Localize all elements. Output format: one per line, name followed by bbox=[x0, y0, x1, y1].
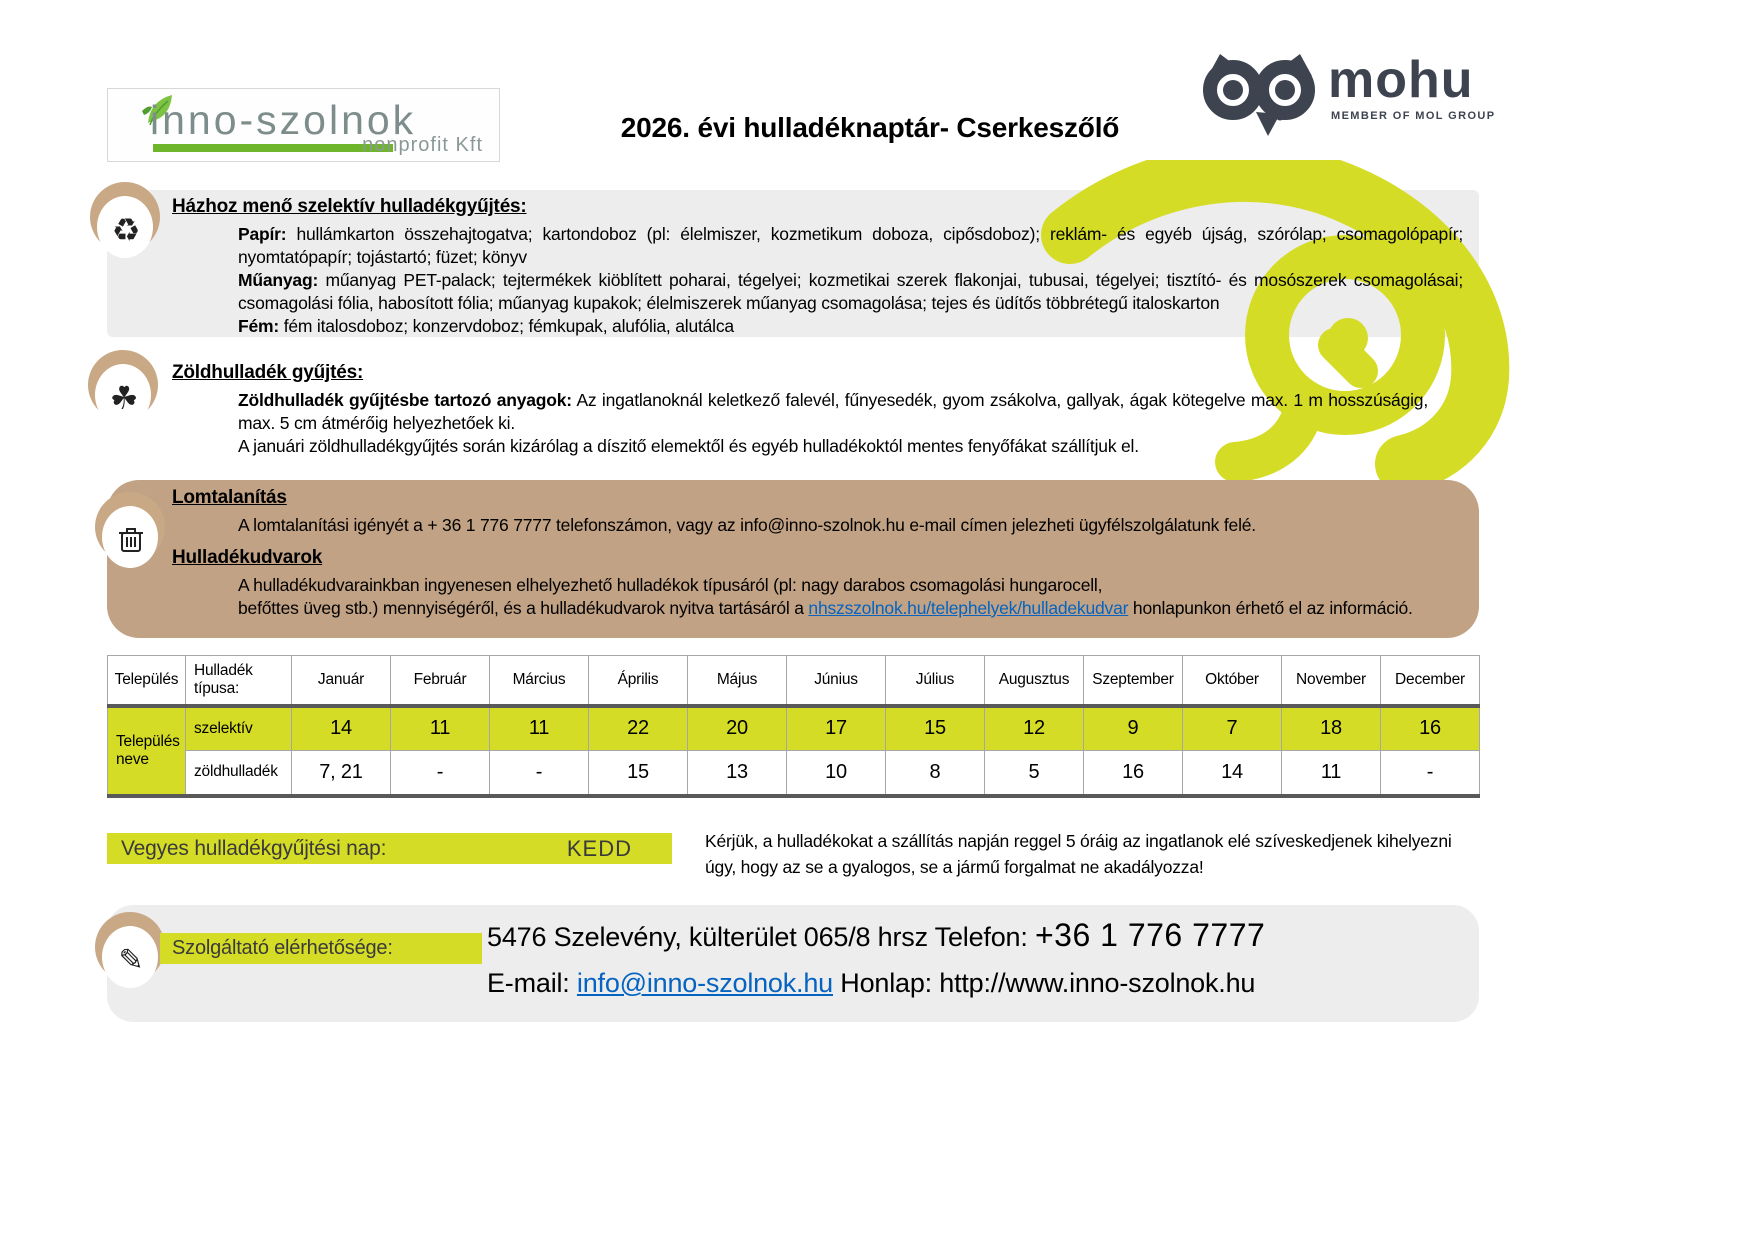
green-waste-section bbox=[172, 362, 1465, 458]
bulky-waste-badge bbox=[95, 492, 167, 572]
collection-day-cell: 16 bbox=[1381, 706, 1480, 751]
collection-calendar-table bbox=[107, 655, 1480, 798]
placement-notice: Kérjük, a hulladékokat a szállítás napján reggel 5 óráig az ingatlanok elé szíveskedjenek kihelyezni úgy, hogy az se a gyalogos, se a jármű forgalmat ne akadályozza! bbox=[705, 831, 1452, 877]
mixed-waste-day-box bbox=[107, 833, 672, 864]
month-header: Június bbox=[787, 656, 886, 706]
green-heading: Zöldhulladék gyűjtés: bbox=[172, 362, 364, 383]
metal-label: Fém: bbox=[238, 316, 280, 336]
collection-day-cell: - bbox=[490, 751, 589, 796]
collection-day-cell: 11 bbox=[391, 706, 490, 751]
logo-wordmark: inno-szolnok bbox=[150, 97, 417, 143]
owl-logo-icon bbox=[1200, 48, 1320, 140]
provider-online-line bbox=[487, 960, 1477, 1006]
collection-day-cell: 20 bbox=[688, 706, 787, 751]
selective-heading: Házhoz menő szelektív hulladékgyűjtés: bbox=[172, 196, 527, 217]
selective-badge bbox=[90, 182, 162, 262]
collection-day-cell: 15 bbox=[886, 706, 985, 751]
settlement-header: Település bbox=[108, 656, 186, 706]
yards-text-before-link: befőttes üveg stb.) mennyiségéről, és a hulladékudvarok nyitva tartásáról a bbox=[238, 598, 809, 618]
month-header: Július bbox=[886, 656, 985, 706]
selective-paper-item bbox=[238, 223, 1463, 269]
month-header: November bbox=[1282, 656, 1381, 706]
collection-day-cell: 12 bbox=[985, 706, 1084, 751]
calendar-table-wrap bbox=[107, 655, 1480, 798]
provider-phone: +36 1 776 7777 bbox=[1034, 917, 1266, 953]
waste-bin-icon bbox=[107, 516, 155, 564]
logo-subtitle: nonprofit Kft bbox=[362, 134, 483, 156]
month-header: Január bbox=[292, 656, 391, 706]
month-header: Augusztus bbox=[985, 656, 1084, 706]
collection-day-cell: 22 bbox=[589, 706, 688, 751]
collection-day-cell: 16 bbox=[1084, 751, 1183, 796]
collection-day-cell: 11 bbox=[1282, 751, 1381, 796]
table-header-row bbox=[108, 656, 1480, 706]
collection-day-cell: 8 bbox=[886, 751, 985, 796]
month-header: December bbox=[1381, 656, 1480, 706]
provider-contact-label: Szolgáltató elérhetősége: bbox=[160, 933, 482, 964]
collection-day-cell: 9 bbox=[1084, 706, 1183, 751]
provider-address: 5476 Szelevény, külterület 065/8 hrsz Telefon: bbox=[487, 922, 1035, 952]
waste-yard-link[interactable]: nhszszolnok.hu/telephelyek/hulladekudvar bbox=[808, 598, 1129, 618]
green-materials-label: Zöldhulladék gyűjtésbe tartozó anyagok: bbox=[238, 390, 572, 410]
mohu-logo bbox=[1200, 48, 1530, 143]
waste-type-header: Hulladék típusa: bbox=[186, 656, 292, 706]
collection-day-cell: 7, 21 bbox=[292, 751, 391, 796]
table-body bbox=[108, 706, 1480, 796]
inno-szolnok-logo bbox=[107, 88, 500, 162]
pencil-icon: ✎ bbox=[118, 943, 144, 977]
bulky-section bbox=[172, 487, 1442, 620]
plastic-label: Műanyag: bbox=[238, 270, 319, 290]
bulky-heading: Lomtalanítás bbox=[172, 487, 287, 508]
selective-section bbox=[172, 196, 1465, 338]
yards-line1: A hulladékudvarainkban ingyenesen elhelyezhető hulladékok típusáról (pl: nagy darabos csomagolási hungarocell, bbox=[238, 575, 1103, 595]
month-header: Április bbox=[589, 656, 688, 706]
yards-text bbox=[238, 574, 1433, 620]
collection-day-cell: 14 bbox=[1183, 751, 1282, 796]
waste-type-cell: zöldhulladék bbox=[186, 751, 292, 796]
table-row bbox=[108, 706, 1480, 751]
green-january-note: A januári zöldhulladékgyűjtés során kizárólag a díszitő elemektől és egyéb hulladékoktól mentes fenyőfákat szállítjuk el. bbox=[238, 436, 1139, 456]
month-header: Február bbox=[391, 656, 490, 706]
collection-day-cell: - bbox=[391, 751, 490, 796]
month-header: Március bbox=[490, 656, 589, 706]
green-waste-badge bbox=[88, 350, 160, 430]
contact-badge bbox=[95, 912, 167, 992]
waste-type-cell: szelektív bbox=[186, 706, 292, 751]
green-materials-text: Az ingatlanoknál keletkező falevél, fűnyesedék, gyom zsákolva, gallyak, ágak kötegelve max. 1 m hosszúságig, max. 5 cm átmérőig helyezhetőek ki. bbox=[238, 390, 1428, 433]
provider-website: http://www.inno-szolnok.hu bbox=[939, 968, 1256, 998]
page-title: 2026. évi hulladéknaptár- Cserkeszőlő bbox=[620, 112, 1120, 143]
collection-day-cell: 17 bbox=[787, 706, 886, 751]
logo-underline-bar bbox=[153, 144, 393, 152]
mixed-day-label: Vegyes hulladékgyűjtési nap: bbox=[121, 836, 387, 860]
provider-email-link[interactable]: info@inno-szolnok.hu bbox=[576, 968, 833, 998]
collection-day-cell: 13 bbox=[688, 751, 787, 796]
yards-heading: Hulladékudvarok bbox=[172, 547, 323, 568]
settlement-name-cell: Település neve bbox=[108, 706, 186, 796]
collection-day-cell: 15 bbox=[589, 751, 688, 796]
provider-address-line bbox=[487, 912, 1477, 960]
collection-day-cell: 11 bbox=[490, 706, 589, 751]
month-header: Május bbox=[688, 656, 787, 706]
leaf-icon: ☘ bbox=[109, 380, 139, 416]
yards-text-after-link: honlapunkon érhető el az információ. bbox=[1128, 598, 1413, 618]
metal-text: fém italosdoboz; konzervdoboz; fémkupak, alufólia, alutálca bbox=[283, 316, 734, 336]
selective-plastic-item bbox=[238, 269, 1463, 315]
table-row bbox=[108, 751, 1480, 796]
selective-metal-item bbox=[238, 315, 1463, 338]
collection-day-cell: 10 bbox=[787, 751, 886, 796]
paper-label: Papír: bbox=[238, 224, 287, 244]
mohu-wordmark: mohu bbox=[1328, 51, 1474, 109]
month-header: Október bbox=[1183, 656, 1282, 706]
plastic-text: műanyag PET-palack; tejtermékek kiöblített poharai, tégelyei; kozmetikai szerek flakonjai, tubusai, tégelyei; tisztító- és mosószerek csomagolásai; csomagolási fólia, habosított fólia; műanyag kupakok; élelmiszerek műanyag csomagolása; tejes és üdítős többrétegű italoskarton bbox=[238, 270, 1463, 313]
collection-day-cell: 18 bbox=[1282, 706, 1381, 751]
collection-day-cell: - bbox=[1381, 751, 1480, 796]
web-label: Honlap: bbox=[832, 968, 940, 998]
paper-text: hullámkarton összehajtogatva; kartondoboz (pl: élelmiszer, kozmetikum doboza, cipősdoboz); reklám- és egyéb újság, szórólap; csomagolópapír; nyomtatópapír; tojástartó; füzet; könyv bbox=[238, 224, 1463, 267]
mixed-day-value: KEDD bbox=[566, 835, 632, 861]
mohu-tagline: MEMBER OF MOL GROUP bbox=[1331, 110, 1496, 122]
email-label: E-mail: bbox=[487, 968, 577, 998]
green-materials-item bbox=[238, 389, 1428, 435]
month-header: Szeptember bbox=[1084, 656, 1183, 706]
provider-contact-text bbox=[487, 912, 1477, 1006]
collection-day-cell: 14 bbox=[292, 706, 391, 751]
collection-day-cell: 5 bbox=[985, 751, 1084, 796]
recycle-icon: ♻ bbox=[111, 212, 141, 248]
collection-day-cell: 7 bbox=[1183, 706, 1282, 751]
bulky-text: A lomtalanítási igényét a + 36 1 776 7777 telefonszámon, vagy az info@inno-szolnok.hu e-mail címen jelezheti ügyfélszolgálatunk felé. bbox=[238, 515, 1256, 535]
